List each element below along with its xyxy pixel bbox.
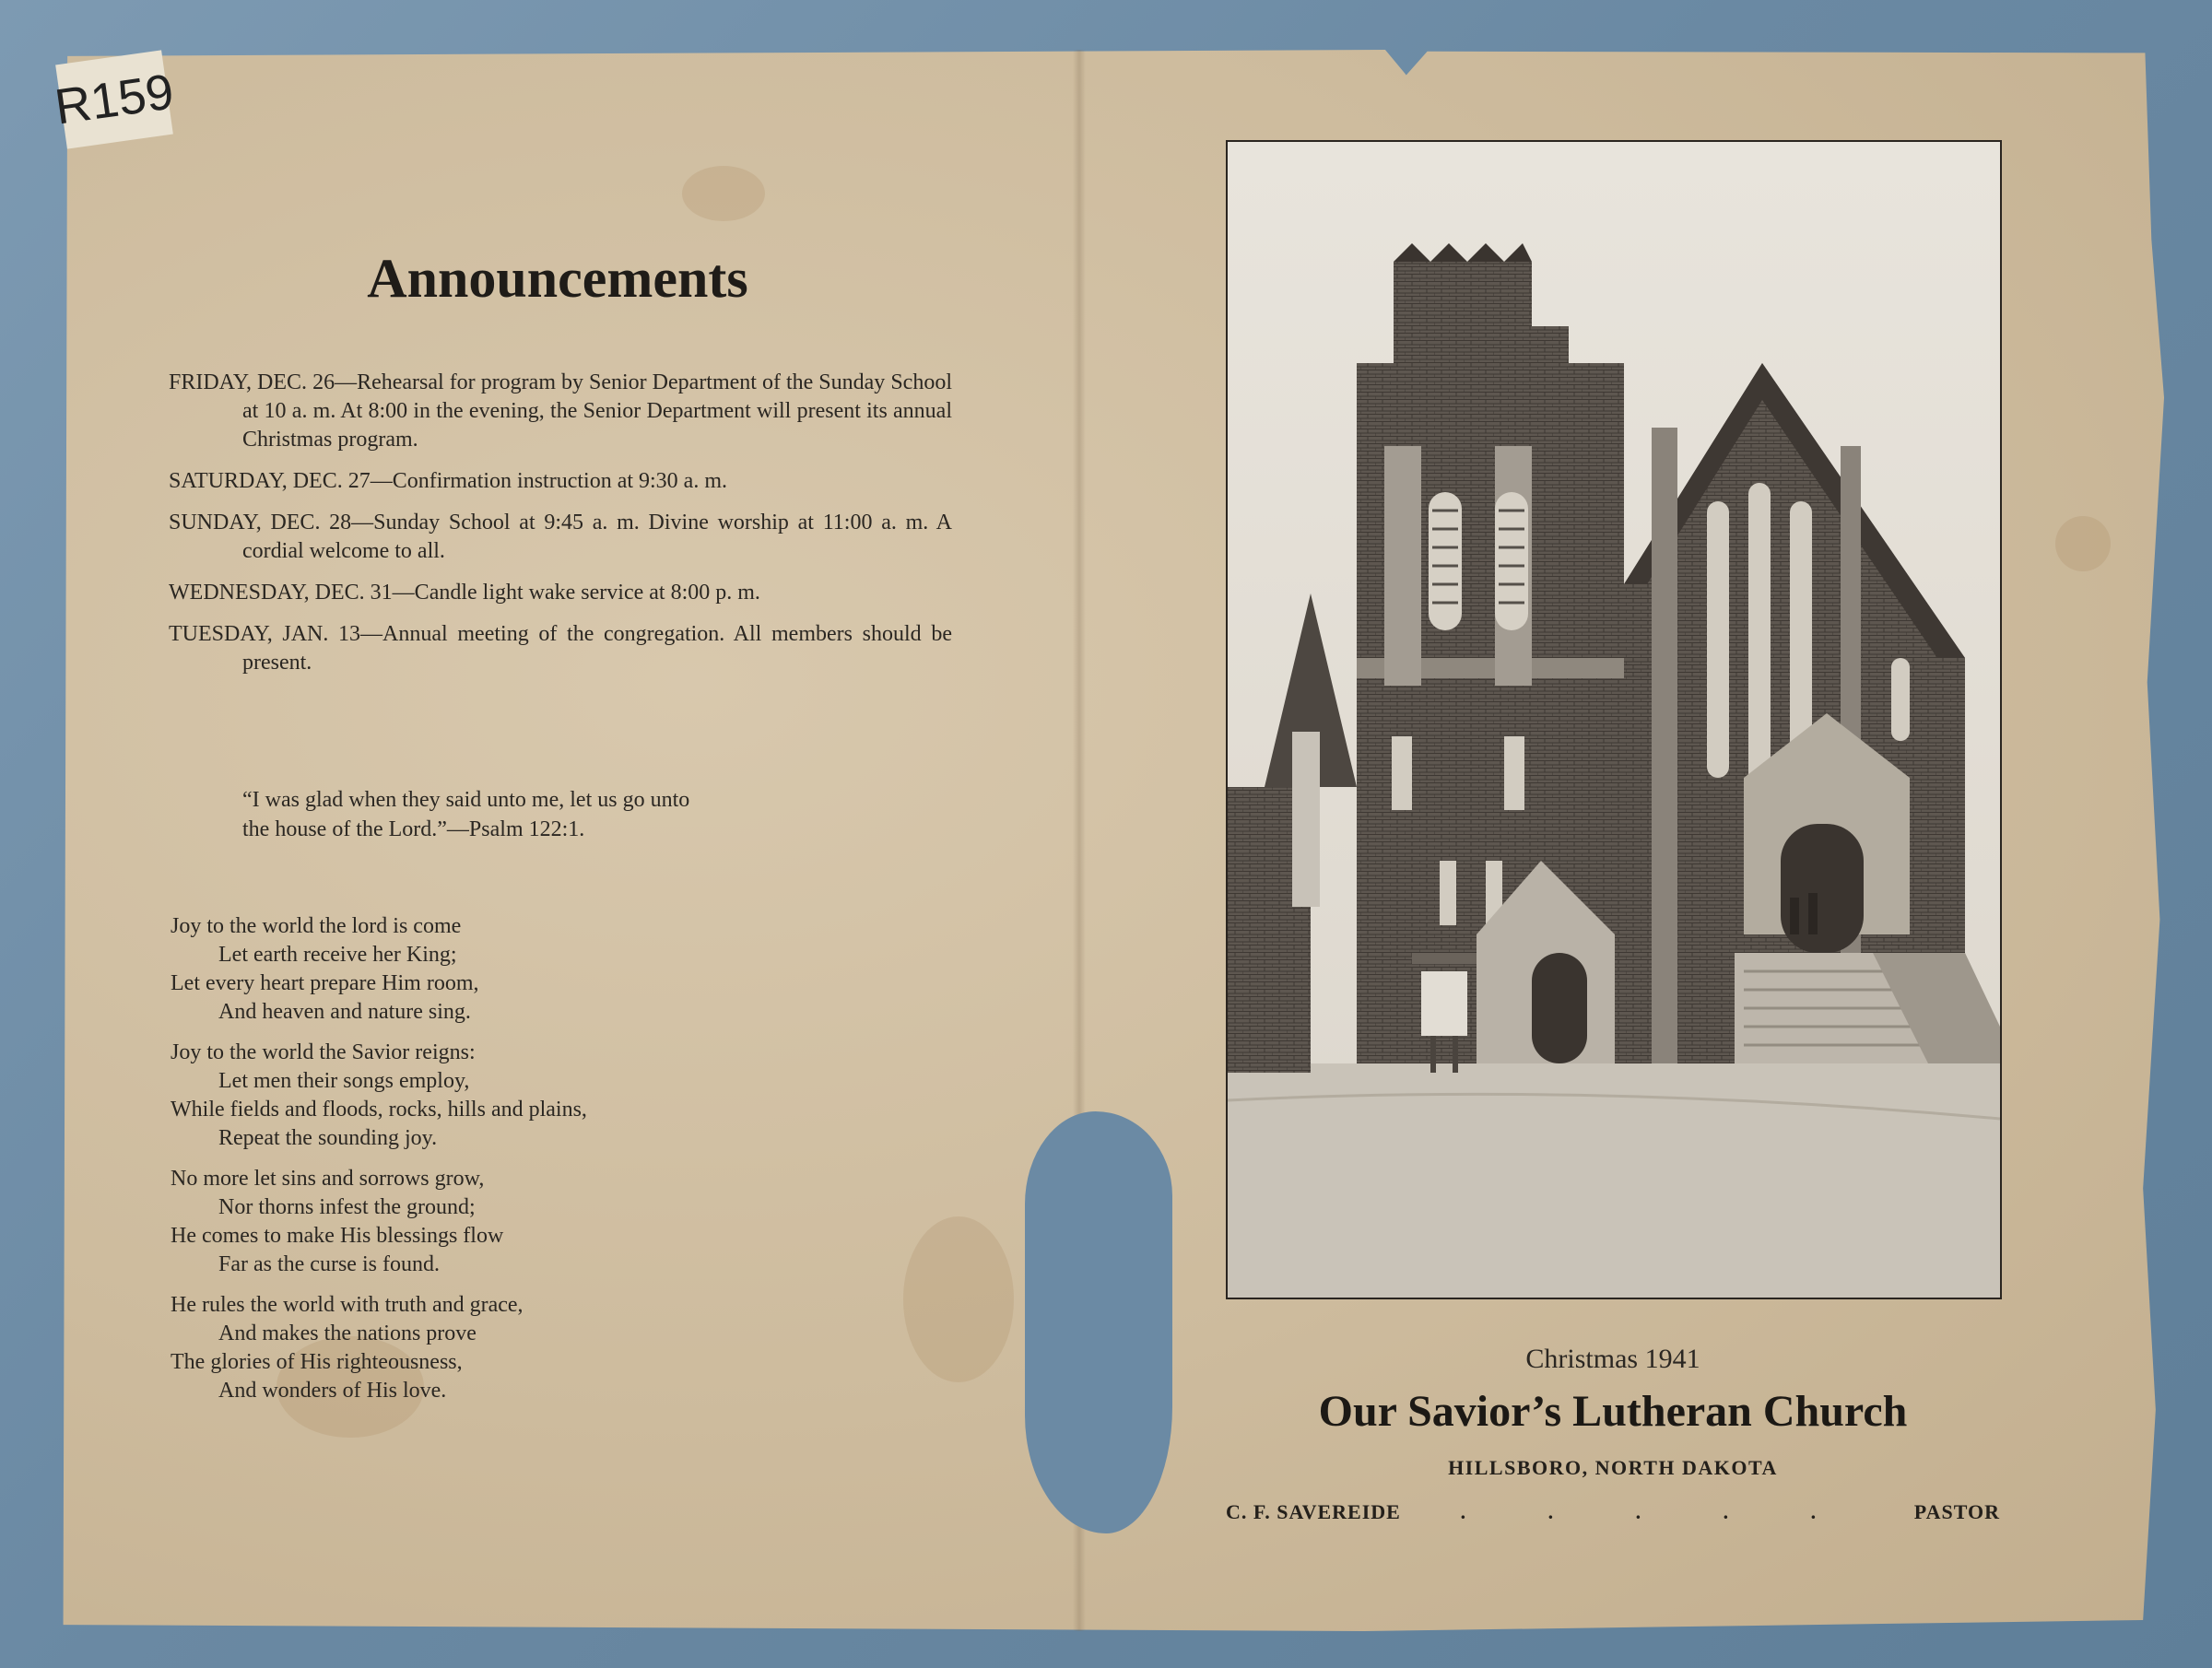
announcements-list [169,369,952,690]
hymn-line: Let men their songs employ, [218,1069,470,1093]
occasion-line: Christmas 1941 [1525,1344,1700,1374]
hymn-line: Repeat the sounding joy. [218,1126,438,1150]
torn-hole [1025,1111,1172,1533]
archive-tag: R159 [55,50,173,148]
church-photo [1226,140,2002,1299]
pastor-name: C. F. SAVEREIDE [1226,1500,1401,1523]
church-illustration [1228,142,2000,1298]
hymn-line: Joy to the world the Savior reigns: [171,1040,476,1064]
hymn-line: No more let sins and sorrows grow, [171,1167,485,1191]
announcement-item: FRIDAY, DEC. 26—Rehearsal for program by Senior Department of the Sunday School at 10 a. m. At 8:00 in the evening, the Senior Department will present its annual Christmas program. [169,370,952,452]
hymn-line: Let earth receive her King; [218,943,457,967]
announcement-item: WEDNESDAY, DEC. 31—Candle light wake service at 8:00 p. m. [169,581,760,605]
hymn-line: And makes the nations prove [218,1321,477,1345]
quote-line: the house of the Lord.”—Psalm 122:1. [242,817,585,841]
hymn [171,912,816,1417]
hymn-stanza [171,912,816,1027]
announcements-title: Announcements [367,248,748,309]
hymn-line: He comes to make His blessings flow [171,1224,504,1248]
hymn-stanza [171,1039,816,1153]
hymn-line: And wonders of His love. [218,1379,447,1403]
hymn-stanza [171,1291,816,1405]
hymn-line: While fields and floods, rocks, hills and plains, [171,1098,587,1122]
pastor-line [1226,1500,2000,1524]
hymn-line: Let every heart prepare Him room, [171,971,479,995]
pastor-leader-dots: . . . . . [1460,1500,1855,1523]
hymn-line: He rules the world with truth and grace, [171,1293,524,1317]
psalm-quote [242,785,906,844]
hymn-line: Far as the curse is found. [218,1252,440,1276]
church-name: Our Savior’s Lutheran Church [1318,1387,1908,1436]
pastor-title: PASTOR [1913,1500,2000,1523]
announcement-item: TUESDAY, JAN. 13—Annual meeting of the congregation. All members should be present. [169,622,952,675]
announcement-item: SUNDAY, DEC. 28—Sunday School at 9:45 a. m. Divine worship at 11:00 a. m. A cordial welcome to all. [169,511,952,563]
hymn-line: The glories of His righteousness, [171,1350,463,1374]
announcement-item: SATURDAY, DEC. 27—Confirmation instruction at 9:30 a. m. [169,469,727,493]
church-location: HILLSBORO, NORTH DAKOTA [1448,1456,1778,1479]
hymn-stanza [171,1165,816,1279]
hymn-line: Nor thorns infest the ground; [218,1195,476,1219]
paper-stain [903,1216,1014,1382]
paper-stain [682,166,765,221]
paper-stain [2055,516,2111,571]
quote-line: “I was glad when they said unto me, let us go unto [242,788,690,812]
hymn-line: And heaven and nature sing. [218,1000,471,1024]
hymn-line: Joy to the world the lord is come [171,914,462,938]
